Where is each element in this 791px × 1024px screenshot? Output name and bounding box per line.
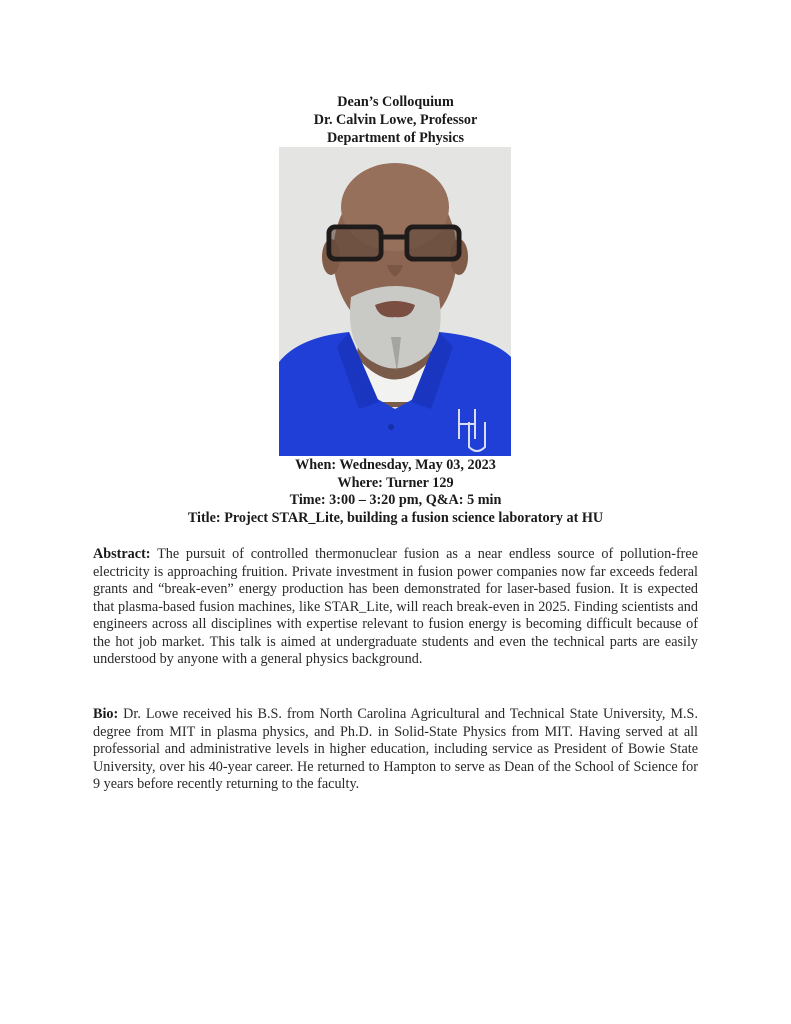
colloquium-header (0, 93, 791, 147)
title-label: Title: (187, 509, 221, 526)
abstract-text: The pursuit of controlled thermonuclear fusion as a near endless source of pollution-free electricity is approaching fruition. Private investment in fusion power companies now far exceeds federal grants and “break-even” energy production has been demonstrated for laser-based fusion. It is expected that plasma-based fusion machines, like STAR_Lite, will reach break-even in 2025. Finding scientists and engineers across all disciplines with expertise relevant to fusion energy is becoming difficult because of the hot job market. This talk is aimed at undergraduate students and even the technical parts are easily understood by anyone with a general physics background. (93, 546, 698, 667)
speaker-name: Dr. Calvin Lowe, Professor (313, 112, 478, 128)
event-details (0, 457, 791, 527)
department-name: Department of Physics (326, 130, 465, 146)
bio-paragraph (93, 706, 698, 794)
speaker-photo (279, 147, 511, 456)
abstract-paragraph (93, 546, 698, 669)
event-title (0, 510, 791, 528)
talk-title: Project STAR_Lite, building a fusion science laboratory at HU (220, 509, 604, 526)
bio-text: Dr. Lowe received his B.S. from North Carolina Agricultural and Technical State University, M.S. degree from MIT in plasma physics, and Ph.D. in Solid-State Physics from MIT. Having served at all professorial and administrative levels in higher education, including service as President of Bowie State University, over his 40-year career. He returned to Hampton to serve as Dean of the School of Science for 9 years before recently returning to the faculty. (93, 706, 698, 792)
series-title: Dean’s Colloquium (337, 94, 454, 110)
abstract-label: Abstract: (93, 546, 151, 562)
event-time: Time: 3:00 – 3:20 pm, Q&A: 5 min (289, 492, 502, 509)
bio-label: Bio: (93, 706, 119, 722)
event-where: Where: Turner 129 (337, 474, 454, 491)
event-when: When: Wednesday, May 03, 2023 (295, 457, 496, 473)
